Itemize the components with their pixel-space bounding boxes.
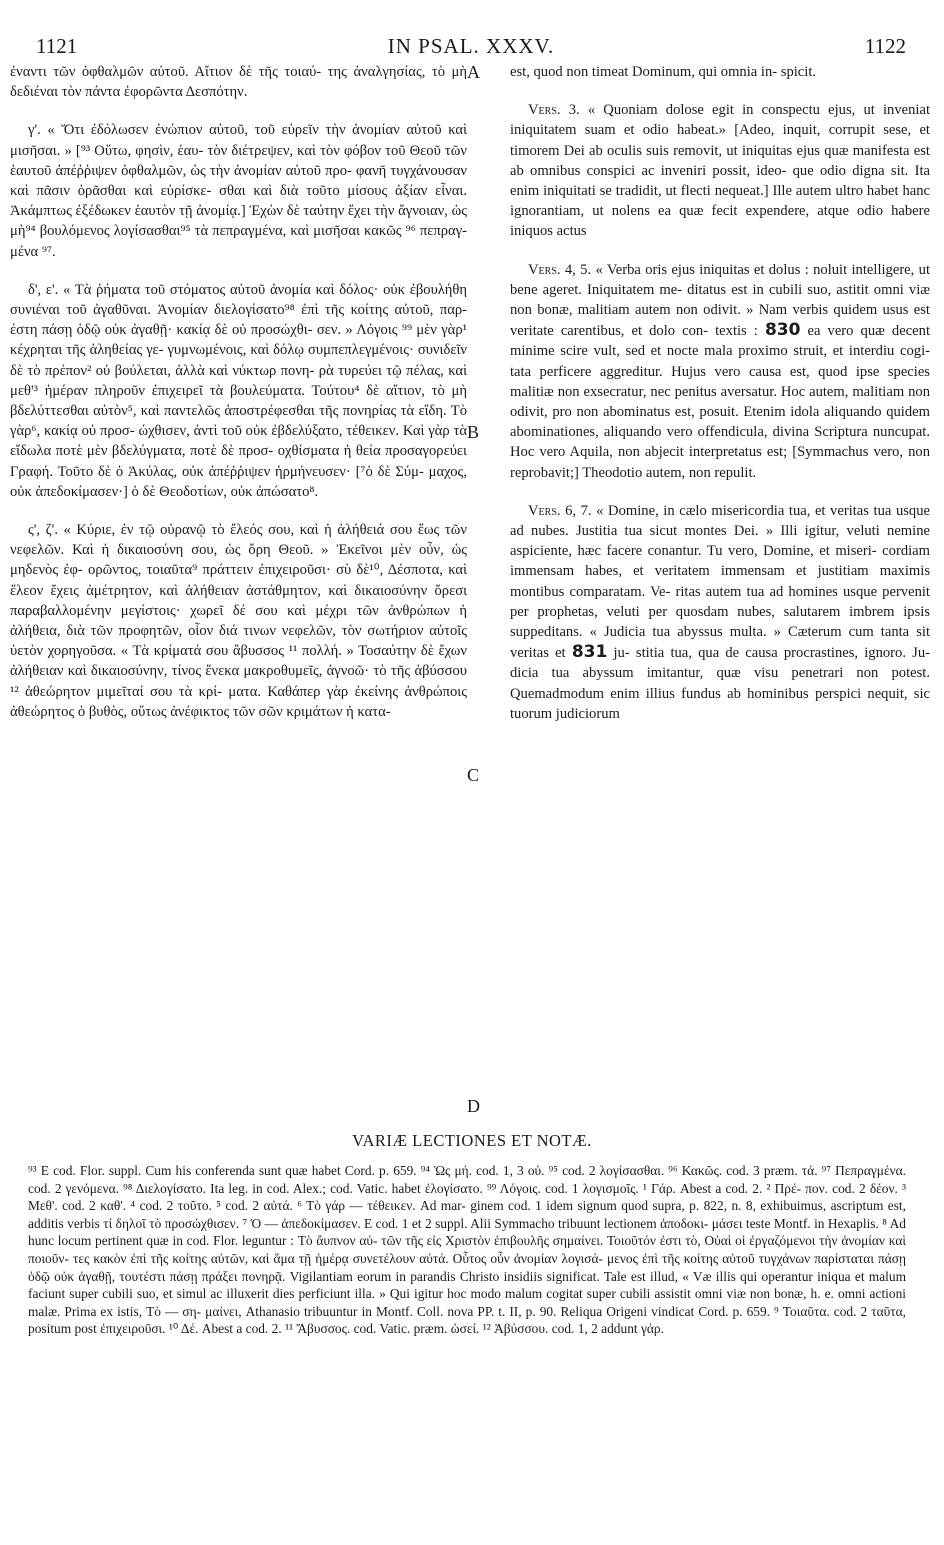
column-number-830: 830 — [764, 320, 801, 341]
column-section-markers — [465, 62, 509, 1122]
latin-paragraph: est, quod non timeat Dominum, qui omnia in- spicit. — [510, 64, 817, 80]
running-title: IN PSAL. XXXV. — [387, 34, 555, 58]
latin-paragraph — [510, 100, 930, 241]
verse-label: Vers. 3. — [528, 102, 580, 119]
verse-label: Vers. 6, 7. — [528, 502, 592, 519]
latin-text: ju- stitia tua, qua de causa procrastines, ignoro. Ju- dicia tua abyssum imitantur, quæ visu penetrari non potest. Quemadmodum enim illius fundus ab hominibus perspici nequit, sic tuorum judiciorum — [510, 645, 930, 722]
latin-paragraph — [510, 260, 930, 483]
notes-title: VARIÆ LECTIONES ET NOTÆ. — [352, 1131, 592, 1150]
greek-column — [10, 62, 467, 740]
greek-paragraph: δ', ε'. « Τὰ ῥήματα τοῦ στόματος αὐτοῦ ἀνομία καὶ δόλος· οὐκ ἐβουλήθη συνιέναι τοῦ ἀγαθῦναι. Ἀνομίαν διελογίσατο⁹⁸ ἐπὶ τῆς κοίτης αὐτοῦ, παρ- έστη πάσῃ ὁδῷ οὐκ ἀγαθῇ· κακίᾳ δὲ οὐ προσώχθι- σεν. » Λόγοις ⁹⁹ μὲν γὰρ¹ κέχρηται τῆς ἀληθείας γε- γυμνωμένοις, καὶ δόλῳ συμπεπλεγμένοις· συνιδεῖν δὲ τὸ πρέπον² οὐ βούλεται, ἀλλὰ καὶ νύκτωρ πονη- ρὰ τυρεύει τῷ πέλας, καὶ μεθ'³ ἡμέραν πληροῦν ἐπιχειρεῖ τὰ βουλεύματα. Τούτου⁴ δὲ αἴτιον, τὸ μὴ βδελύττεσθαι αὐτὸν⁵, καὶ παντελῶς ἀποστρέφεσθαι τῆς πονηρίας τὰ εἴδη. Τὸ γὰρ⁶, κακίᾳ οὐ προσ- ώχθισεν, ἀντὶ τοῦ οὐκ ἐβδελύξατο, τέθεικεν. Καὶ γὰρ τὰ εἴδωλα ποτὲ μὲν βδελύγματα, ποτὲ δὲ προσ- οχθίσματα ἡ θεία προσαγορεύει Γραφή. Τοῦτο δὲ ὁ Ἀκύλας, οὐκ ἀπέῤῥιψεν ἡρμήνευσεν· [⁷ὁ δὲ Σύμ- μαχος, οὐκ ἀπεδοκίμασεν·] ὁ δὲ Θεοδοτίων, οὐκ ἀπώσατο⁸. — [10, 281, 467, 500]
marker-d: D — [467, 1096, 480, 1116]
greek-paragraph: γ'. « Ὅτι ἐδόλωσεν ἐνώπιον αὐτοῦ, τοῦ εὑρεῖν τὴν ἀνομίαν αὐτοῦ καὶ μισῆσαι. » [⁹³ Οὕτω, φησὶν, ἑαυ- τὸν διέτρεψεν, καὶ τὸν φόβον τοῦ Θεοῦ τῶν ἑαυτοῦ ἀπέῤῥιψεν ὀφθαλμῶν, ὡς τὴν ἀνομίαν αὐτοῦ προ- φανῆ τυγχάνουσαν καὶ πᾶσιν ὁρᾶσθαι καὶ εὑρίσκε- σθαι καὶ διὰ τοῦτο μίσους ἀξίαν εἶναι. Ἀκάμπτως ἐξέδωκεν ἑαυτὸν τῇ ἀνομίᾳ.] Ἐχὼν δὲ ταύτην ἔχει τὴν ἄγνοιαν, ὡς μὴ⁹⁴ βουλόμενος λογίσασθαι⁹⁵ τὰ πεπραγμένα, καὶ μισῆσαι κακῶς ⁹⁶ πεπραγ- μένα ⁹⁷. — [10, 122, 467, 260]
marker-c: C — [467, 765, 480, 785]
right-column-number: 1122 — [864, 34, 906, 58]
latin-text: « Quoniam dolose egit in conspectu ejus, ut inveniat iniquitatem suam et odio habeat.» [Adeo, inquit, corrupit sese, et timorem Dei ab oculis suis removit, ut iniquitas ejus quæ manifesta est ab omnibus conspici ac inveniri possit, ideo- que odio digna sit. Ita enim iniquitati se tradidit, ut flecti nequeat.] Ille autem ultro habet hanc ignorantiam, ut nolens ea quæ fecit expendere, atque odio habere iniquos actus — [510, 102, 930, 240]
notes-text: ⁹³ E cod. Flor. suppl. Cum his conferenda sunt quæ habet Cord. p. 659. ⁹⁴ Ὡς μή. cod. 1, 3 οὐ. ⁹⁵ cod. 2 λογίσασθαι. ⁹⁶ Κακῶς. cod. 3 præm. τά. ⁹⁷ Πεπραγμένα. cod. 2 γενόμενα. ⁹⁸ Διελογίσατο. Ita leg. in cod. Alex.; cod. Vatic. habet ἐλογίσατο. ⁹⁹ Λόγοις. cod. 1 λογισμοῖς. ¹ Γάρ. Abest a cod. 2. ² Πρέ- πον. cod. 2 δέον. ³ Μεθ'. cod. 2 καθ'. ⁴ cod. 2 τοῦτο. ⁵ cod. 2 αὐτά. ⁶ Τὸ γάρ — τέθεικεν. Ad mar- ginem cod. 1 idem signum quod supra, p. 822, n. 8, exhibuimus, ascriptum est, additis verbis τί δηλοῖ τὸ προσώχθισεν. ⁷ Ὁ — ἀπεδοκίμασεν. E cod. 1 et 2 suppl. Alii Symmacho tribuunt lectionem ἀποδοκι- μάσει teste Montf. in Hexaplis. ⁸ Ad hunc locum pertinent quæ in cod. Flor. leguntur : Τὸ ἄυπνον αὐ- τῶν τῆς εἰς Χριστὸν ἐπιβουλῆς σημαίνει. Τοιοῦτόν ἐστι τὸ, Οὐαὶ οἱ ἐργαζόμενοι τὴν ἀνομίαν καὶ ποιοῦν- τες κακὸν ἐπὶ τῆς κοίτης αὐτῶν, καὶ ἅμα τῇ ἡμέρᾳ συνετέλουν αὐτά. Οὗτος οὖν ἀνομίαν λογισά- μενος ἐπὶ τῆς κοίτης αὐτοῦ τυγχάνων παρίσταται πάσῃ ὁδῷ οὐκ ἀγαθῇ, τουτέστι πάσῃ πράξει πονηρᾷ. Vigilantiam eorum in parandis Christo insidiis significat. Tale est illud, « Væ illis qui operantur iniqua et malum faciunt super cubili suo, et simul ac illuxerit dies perficiunt illa. » Qui igitur hoc modo malum cogitat super cubili assistit omni viæ non bonæ, h. e. omni actioni malæ. Prima ex istis, Τὸ — ση- μαίνει, Athanasio tribuuntur in Montf. Coll. nova PP. t. II, p. 90. Reliqua Origeni vindicat Cord. p. 659. ⁹ Τοιαῦτα. cod. 2 ταῦτα, positum post ἐπιχειροῦσι. ¹⁰ Δέ. Abest a cod. 2. ¹¹ Ἄβυσσος. cod. Vatic. præm. ὡσεί. ¹² Ἀβύσσου. cod. 1, 2 addunt γάρ. — [28, 1163, 906, 1337]
latin-text: « Domine, in cælo misericordia tua, et veritas tua usque ad nubes. Justitia tua sicut montes Dei. » Illi igitur, veluti nemine aspiciente, hæc facere conantur. Tu vero, Domine, et miseri- cordiam immensam habes, et veritatem immensam et justitiam maximis montibus comparatam. Ve- ritas autem tua ad homines usque pervenit per prophetas, veluti per quosdam nubes, salutarem imbrem ipsis suppeditans. « Judicia tua abyssus multa. » Cæterum cum tanta sit veritas et — [510, 502, 930, 662]
latin-text: ea vero quæ decent minime scire vult, sed et nocte mala proximo struit, et interdiu cogi- tata perficere aggreditur. Hujus vero causa est, quod ipse species malitiæ non exsecratur, nec penitus aversatur. Hoc autem, malitiam non odivit, pro non abominatus est, posuit. Etenim idola aliquando quidem abominationes, aliquando vero offendicula, divina Scriptura nuncupat. Hoc vero Aquila, non abjecit interpretatus est; [Symmachus vero, non reprobavit;] Theodotio autem, non repulit. — [510, 323, 931, 481]
marker-b: B — [467, 422, 480, 442]
column-number-831: 831 — [571, 642, 608, 663]
greek-paragraph: ς', ζ'. « Κύριε, ἐν τῷ οὐρανῷ τὸ ἔλεός σου, καὶ ἡ ἀλήθειά σου ἕως τῶν νεφελῶν. Καὶ ἡ δικαιοσύνη σου, ὡς ὄρη Θεοῦ. » Ἐκεῖνοι μὲν οὖν, ὡς μηδενὸς ἐφ- ορῶντος, τοιαῦτα⁹ πράττειν ἐπιχειροῦσι· σὺ δὲ¹⁰, Δέσποτα, καὶ ἔλεον ἔχεις ἀμέτρητον, καὶ ἀλήθειαν ἀστάθμητον, καὶ δικαιοσύνην ὄρεσι παραβαλλομένην μεγίστοις· χωρεῖ δέ σου καὶ μέχρι τῶν ἀνθρώπων ἡ ἀλήθεια, διὰ τῶν προφητῶν, οἷον διά τινων νεφελῶν, τὸν σωτήριον αὐτοῖς ὑετὸν χορηγοῦσα. « Τὰ κρίματά σου ἄβυσσος ¹¹ πολλή. » Τοσαύτην δὲ ἔχων ἀλήθειαν καὶ δικαιοσύνην, τίνος ἕνεκα μακροθυμεῖς, ἀγνοῶ· τὸ τῆς ἀβύσσου ¹² ἀθεώρητον μιμεῖταί σου τὰ κρί- ματα. Καθάπερ γὰρ ἐκείνης ἀνθρώποις ἀθεώρητος ὁ βυθὸς, οὕτως ἀνέφικτος τῶν σῶν κριμάτων ἡ κατα- — [10, 522, 467, 720]
latin-text: « Verba oris ejus iniquitas et dolus : noluit intelligere, ut bene ageret. Iniquitatem me- ditatus est in cubili suo, astitit omni viæ non bonæ, malitiam autem non odivit. » Nam verbis quidem usus est veritate carentibus, et dolo con- textis : — [510, 261, 931, 340]
greek-paragraph: ἐναντι τῶν ὀφθαλμῶν αὐτοῦ. Αἴτιον δὲ τῆς τοιαύ- της ἀναλγησίας, τὸ μὴ δεδιέναι τὸν πάντα ἐφορῶντα Δεσπότην. — [10, 64, 467, 101]
latin-paragraph — [510, 501, 930, 724]
left-column-number: 1121 — [36, 34, 78, 58]
latin-column — [510, 62, 930, 742]
marker-a: A — [467, 62, 480, 82]
running-header — [36, 34, 906, 60]
verse-label: Vers. 4, 5. — [528, 261, 592, 278]
